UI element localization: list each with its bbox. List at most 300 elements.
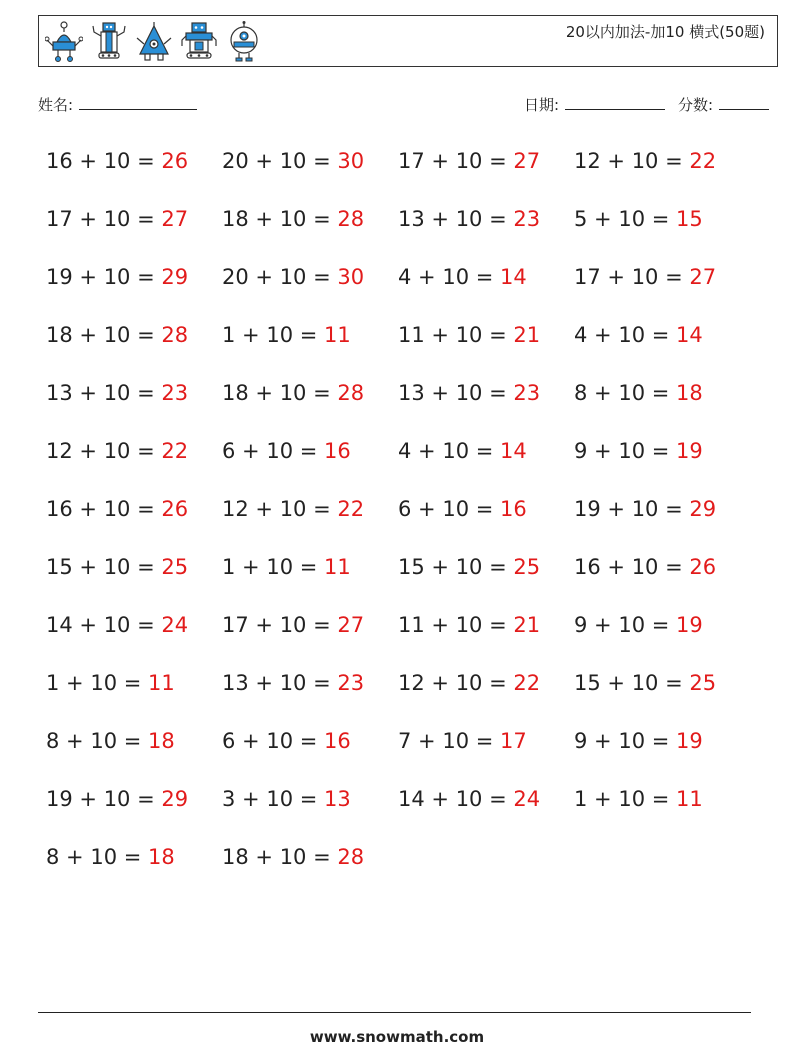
- problem-equation: 16: [46, 497, 73, 521]
- problem-answer: 24: [513, 787, 541, 811]
- problem-answer: 14: [676, 323, 703, 347]
- problem-answer: 13: [324, 787, 351, 811]
- date-field: [524, 94, 665, 115]
- problem-addend: 10: [90, 845, 118, 869]
- problem-equation: 1: [222, 323, 236, 347]
- problem-equation: 17: [574, 265, 601, 289]
- equals-sign: =: [658, 265, 690, 289]
- problem-item: [46, 200, 222, 258]
- problem-answer: 11: [676, 787, 703, 811]
- problem-answer: 16: [324, 439, 351, 463]
- problem-addend: 10: [279, 613, 307, 637]
- problem-equation: 5: [574, 207, 588, 231]
- problem-equation: 12: [46, 439, 73, 463]
- equals-sign: =: [658, 555, 690, 579]
- problem-item: [222, 838, 398, 896]
- problem-answer: 19: [676, 613, 703, 637]
- problem-equation: 8: [46, 845, 60, 869]
- problem-addend: 10: [279, 845, 307, 869]
- plus-sign: +: [587, 439, 619, 463]
- plus-sign: +: [424, 613, 456, 637]
- plus-sign: +: [248, 207, 280, 231]
- plus-sign: +: [411, 265, 443, 289]
- problem-item: [398, 432, 574, 490]
- problem-addend: 10: [618, 323, 646, 347]
- problem-answer: 16: [500, 497, 527, 521]
- plus-sign: +: [248, 671, 280, 695]
- problem-addend: 10: [103, 787, 131, 811]
- problem-equation: 11: [398, 323, 425, 347]
- score-label: 分数:: [678, 96, 714, 114]
- problem-addend: 10: [618, 787, 646, 811]
- problem-item: [222, 490, 398, 548]
- problem-answer: 28: [337, 845, 365, 869]
- problem-addend: 10: [455, 207, 483, 231]
- plus-sign: +: [424, 671, 456, 695]
- problem-addend: 10: [266, 729, 294, 753]
- problem-item: [46, 548, 222, 606]
- problem-item: [222, 258, 398, 316]
- problem-equation: 16: [46, 149, 73, 173]
- equals-sign: =: [306, 845, 338, 869]
- equals-sign: =: [469, 729, 501, 753]
- plus-sign: +: [72, 323, 104, 347]
- plus-sign: +: [248, 265, 280, 289]
- problem-addend: 10: [103, 381, 131, 405]
- problem-item: [46, 780, 222, 838]
- problem-answer: 22: [161, 439, 189, 463]
- problem-addend: 10: [455, 613, 483, 637]
- equals-sign: =: [482, 613, 514, 637]
- problem-item: [574, 200, 750, 258]
- problem-answer: 23: [337, 671, 365, 695]
- problem-answer: 28: [337, 381, 365, 405]
- problem-item: [222, 142, 398, 200]
- equals-sign: =: [645, 729, 677, 753]
- equals-sign: =: [645, 207, 677, 231]
- problem-grid: [46, 142, 766, 896]
- robot-icon-2: [90, 20, 128, 64]
- equals-sign: =: [130, 497, 162, 521]
- problem-equation: 4: [398, 265, 412, 289]
- plus-sign: +: [72, 149, 104, 173]
- equals-sign: =: [469, 265, 501, 289]
- problem-equation: 18: [222, 381, 249, 405]
- footer-website: www.snowmath.com: [309, 1028, 485, 1046]
- problem-answer: 28: [161, 323, 189, 347]
- equals-sign: =: [117, 729, 149, 753]
- problem-addend: 10: [631, 265, 659, 289]
- plus-sign: +: [248, 497, 280, 521]
- equals-sign: =: [130, 613, 162, 637]
- plus-sign: +: [248, 613, 280, 637]
- equals-sign: =: [306, 265, 338, 289]
- equals-sign: =: [306, 497, 338, 521]
- problem-equation: 13: [222, 671, 249, 695]
- problem-item: [398, 548, 574, 606]
- plus-sign: +: [587, 323, 619, 347]
- problem-addend: 10: [618, 381, 646, 405]
- problem-answer: 18: [148, 845, 175, 869]
- problem-answer: 21: [513, 323, 541, 347]
- problem-equation: 12: [574, 149, 601, 173]
- plus-sign: +: [235, 555, 267, 579]
- plus-sign: +: [587, 207, 619, 231]
- plus-sign: +: [72, 787, 104, 811]
- problem-item: [46, 606, 222, 664]
- problem-item: [574, 664, 750, 722]
- problem-addend: 10: [90, 729, 118, 753]
- equals-sign: =: [482, 787, 514, 811]
- problem-equation: 11: [398, 613, 425, 637]
- equals-sign: =: [293, 787, 325, 811]
- problem-item: [398, 200, 574, 258]
- equals-sign: =: [658, 671, 690, 695]
- plus-sign: +: [424, 323, 456, 347]
- equals-sign: =: [306, 613, 338, 637]
- plus-sign: +: [424, 149, 456, 173]
- plus-sign: +: [424, 787, 456, 811]
- equals-sign: =: [117, 671, 149, 695]
- problem-addend: 10: [442, 439, 470, 463]
- problem-item: [574, 490, 750, 548]
- name-blank-line[interactable]: [79, 95, 197, 110]
- problem-equation: 20: [222, 265, 249, 289]
- problem-answer: 30: [337, 265, 365, 289]
- problem-answer: 27: [337, 613, 365, 637]
- equals-sign: =: [130, 439, 162, 463]
- problem-item: [574, 780, 750, 838]
- equals-sign: =: [293, 729, 325, 753]
- plus-sign: +: [72, 381, 104, 405]
- plus-sign: +: [600, 555, 632, 579]
- problem-answer: 18: [148, 729, 175, 753]
- problem-addend: 10: [618, 613, 646, 637]
- problem-equation: 8: [574, 381, 588, 405]
- problem-answer: 21: [513, 613, 541, 637]
- problem-addend: 10: [631, 497, 659, 521]
- problem-addend: 10: [455, 787, 483, 811]
- problem-equation: 6: [398, 497, 412, 521]
- equals-sign: =: [117, 845, 149, 869]
- equals-sign: =: [306, 671, 338, 695]
- equals-sign: =: [130, 381, 162, 405]
- problem-equation: 8: [46, 729, 60, 753]
- problem-equation: 16: [574, 555, 601, 579]
- plus-sign: +: [59, 671, 91, 695]
- problem-addend: 10: [279, 381, 307, 405]
- problem-answer: 19: [676, 729, 703, 753]
- robot-icon-5: [225, 20, 263, 64]
- equals-sign: =: [482, 207, 514, 231]
- problem-equation: 18: [46, 323, 73, 347]
- problem-equation: 12: [398, 671, 425, 695]
- problem-answer: 25: [513, 555, 541, 579]
- problem-addend: 10: [442, 497, 470, 521]
- problem-answer: 19: [676, 439, 703, 463]
- robot-icon-1: [45, 20, 83, 64]
- problem-addend: 10: [631, 555, 659, 579]
- plus-sign: +: [72, 497, 104, 521]
- problem-answer: 24: [161, 613, 189, 637]
- problem-addend: 10: [279, 671, 307, 695]
- problem-addend: 10: [455, 381, 483, 405]
- equals-sign: =: [482, 323, 514, 347]
- equals-sign: =: [658, 497, 690, 521]
- problem-equation: 1: [46, 671, 60, 695]
- problem-equation: 6: [222, 439, 236, 463]
- plus-sign: +: [72, 265, 104, 289]
- problem-item: [222, 548, 398, 606]
- equals-sign: =: [130, 207, 162, 231]
- problem-item: [222, 316, 398, 374]
- problem-answer: 29: [161, 265, 189, 289]
- problem-answer: 11: [324, 555, 351, 579]
- problem-equation: 1: [574, 787, 588, 811]
- problem-answer: 22: [337, 497, 365, 521]
- problem-addend: 10: [266, 555, 294, 579]
- problem-answer: 22: [513, 671, 541, 695]
- problem-addend: 10: [266, 323, 294, 347]
- problem-addend: 10: [103, 323, 131, 347]
- problem-equation: 3: [222, 787, 236, 811]
- problem-answer: 30: [337, 149, 365, 173]
- problem-equation: 13: [398, 207, 425, 231]
- plus-sign: +: [72, 207, 104, 231]
- problem-answer: 26: [161, 149, 189, 173]
- problem-equation: 9: [574, 729, 588, 753]
- problem-item: [574, 722, 750, 780]
- plus-sign: +: [235, 787, 267, 811]
- problem-addend: 10: [631, 149, 659, 173]
- problem-addend: 10: [455, 323, 483, 347]
- problem-item: [574, 432, 750, 490]
- problem-answer: 28: [337, 207, 365, 231]
- problem-answer: 25: [689, 671, 717, 695]
- problem-item: [398, 142, 574, 200]
- robot-icon-4: [180, 20, 218, 64]
- plus-sign: +: [248, 845, 280, 869]
- problem-answer: 27: [513, 149, 541, 173]
- problem-answer: 23: [513, 207, 541, 231]
- problem-item: [46, 374, 222, 432]
- problem-item: [574, 548, 750, 606]
- problem-equation: 15: [574, 671, 601, 695]
- problem-addend: 10: [455, 555, 483, 579]
- name-label: 姓名:: [38, 96, 74, 114]
- problem-item: [222, 664, 398, 722]
- problem-equation: 17: [222, 613, 249, 637]
- problem-answer: 23: [161, 381, 189, 405]
- plus-sign: +: [248, 149, 280, 173]
- problem-item: [46, 316, 222, 374]
- problem-equation: 18: [222, 207, 249, 231]
- problem-answer: 16: [324, 729, 351, 753]
- problem-addend: 10: [103, 497, 131, 521]
- plus-sign: +: [248, 381, 280, 405]
- score-blank-line[interactable]: [719, 95, 769, 110]
- problem-equation: 17: [398, 149, 425, 173]
- name-field: [38, 94, 197, 115]
- problem-item: [222, 722, 398, 780]
- header-box: [38, 15, 778, 67]
- problem-equation: 1: [222, 555, 236, 579]
- plus-sign: +: [235, 323, 267, 347]
- problem-equation: 6: [222, 729, 236, 753]
- problem-answer: 18: [676, 381, 703, 405]
- equals-sign: =: [130, 265, 162, 289]
- equals-sign: =: [306, 149, 338, 173]
- problem-addend: 10: [279, 265, 307, 289]
- date-blank-line[interactable]: [565, 95, 665, 110]
- problem-item: [574, 142, 750, 200]
- problem-item: [222, 432, 398, 490]
- equals-sign: =: [130, 149, 162, 173]
- plus-sign: +: [600, 497, 632, 521]
- equals-sign: =: [469, 497, 501, 521]
- problem-item: [46, 258, 222, 316]
- equals-sign: =: [469, 439, 501, 463]
- plus-sign: +: [600, 265, 632, 289]
- problem-addend: 10: [442, 265, 470, 289]
- problem-answer: 11: [148, 671, 175, 695]
- plus-sign: +: [424, 555, 456, 579]
- problem-equation: 9: [574, 439, 588, 463]
- problem-item: [46, 664, 222, 722]
- problem-equation: 12: [222, 497, 249, 521]
- problem-item: [574, 374, 750, 432]
- problem-answer: 29: [689, 497, 717, 521]
- equals-sign: =: [293, 439, 325, 463]
- equals-sign: =: [482, 555, 514, 579]
- problem-answer: 15: [676, 207, 703, 231]
- problem-equation: 19: [46, 265, 73, 289]
- problem-addend: 10: [103, 439, 131, 463]
- plus-sign: +: [587, 787, 619, 811]
- problem-equation: 13: [398, 381, 425, 405]
- equals-sign: =: [482, 671, 514, 695]
- problem-item: [398, 606, 574, 664]
- problem-addend: 10: [618, 439, 646, 463]
- problem-item: [46, 432, 222, 490]
- problem-item: [398, 374, 574, 432]
- problem-addend: 10: [455, 671, 483, 695]
- plus-sign: +: [587, 381, 619, 405]
- problem-equation: 19: [574, 497, 601, 521]
- problem-answer: 14: [500, 439, 527, 463]
- problem-item: [222, 374, 398, 432]
- equals-sign: =: [130, 323, 162, 347]
- problem-addend: 10: [103, 555, 131, 579]
- plus-sign: +: [72, 613, 104, 637]
- problem-addend: 10: [279, 497, 307, 521]
- problem-answer: 29: [161, 787, 189, 811]
- equals-sign: =: [658, 149, 690, 173]
- problem-item: [222, 200, 398, 258]
- worksheet-title: 20以内加法-加10 横式(50题): [565, 23, 765, 41]
- problem-item: [46, 490, 222, 548]
- problem-item: [574, 316, 750, 374]
- equals-sign: =: [306, 381, 338, 405]
- problem-equation: 14: [46, 613, 73, 637]
- robot-icons: [45, 20, 263, 64]
- problem-answer: 14: [500, 265, 527, 289]
- equals-sign: =: [645, 323, 677, 347]
- equals-sign: =: [130, 787, 162, 811]
- problem-answer: 26: [689, 555, 717, 579]
- problem-addend: 10: [103, 613, 131, 637]
- problem-equation: 17: [46, 207, 73, 231]
- problem-item: [222, 606, 398, 664]
- problem-item: [398, 258, 574, 316]
- plus-sign: +: [411, 729, 443, 753]
- problem-item: [398, 664, 574, 722]
- plus-sign: +: [411, 439, 443, 463]
- equals-sign: =: [645, 613, 677, 637]
- problem-addend: 10: [631, 671, 659, 695]
- problem-equation: 15: [398, 555, 425, 579]
- problem-answer: 27: [161, 207, 189, 231]
- plus-sign: +: [59, 845, 91, 869]
- problem-item: [46, 142, 222, 200]
- equals-sign: =: [306, 207, 338, 231]
- problem-item: [574, 606, 750, 664]
- plus-sign: +: [587, 613, 619, 637]
- problem-item: [46, 838, 222, 896]
- problem-addend: 10: [266, 439, 294, 463]
- problem-item: [398, 722, 574, 780]
- plus-sign: +: [235, 729, 267, 753]
- problem-addend: 10: [103, 207, 131, 231]
- problem-addend: 10: [90, 671, 118, 695]
- footer-divider: [38, 1012, 751, 1013]
- problem-addend: 10: [618, 729, 646, 753]
- problem-item: [398, 316, 574, 374]
- plus-sign: +: [72, 555, 104, 579]
- problem-equation: 15: [46, 555, 73, 579]
- plus-sign: +: [411, 497, 443, 521]
- plus-sign: +: [59, 729, 91, 753]
- plus-sign: +: [600, 149, 632, 173]
- problem-item: [398, 490, 574, 548]
- score-field: [678, 94, 769, 115]
- equals-sign: =: [130, 555, 162, 579]
- problem-answer: 11: [324, 323, 351, 347]
- equals-sign: =: [293, 555, 325, 579]
- problem-answer: 23: [513, 381, 541, 405]
- plus-sign: +: [424, 381, 456, 405]
- problem-equation: 20: [222, 149, 249, 173]
- problem-equation: 13: [46, 381, 73, 405]
- problem-addend: 10: [618, 207, 646, 231]
- robot-icon-3: [135, 20, 173, 64]
- plus-sign: +: [600, 671, 632, 695]
- problem-item: [46, 722, 222, 780]
- plus-sign: +: [72, 439, 104, 463]
- problem-item: [398, 780, 574, 838]
- equals-sign: =: [293, 323, 325, 347]
- problem-equation: 4: [574, 323, 588, 347]
- problem-answer: 26: [161, 497, 189, 521]
- equals-sign: =: [482, 381, 514, 405]
- problem-answer: 22: [689, 149, 717, 173]
- problem-answer: 25: [161, 555, 189, 579]
- problem-addend: 10: [103, 265, 131, 289]
- problem-addend: 10: [279, 207, 307, 231]
- problem-equation: 18: [222, 845, 249, 869]
- equals-sign: =: [645, 381, 677, 405]
- equals-sign: =: [645, 787, 677, 811]
